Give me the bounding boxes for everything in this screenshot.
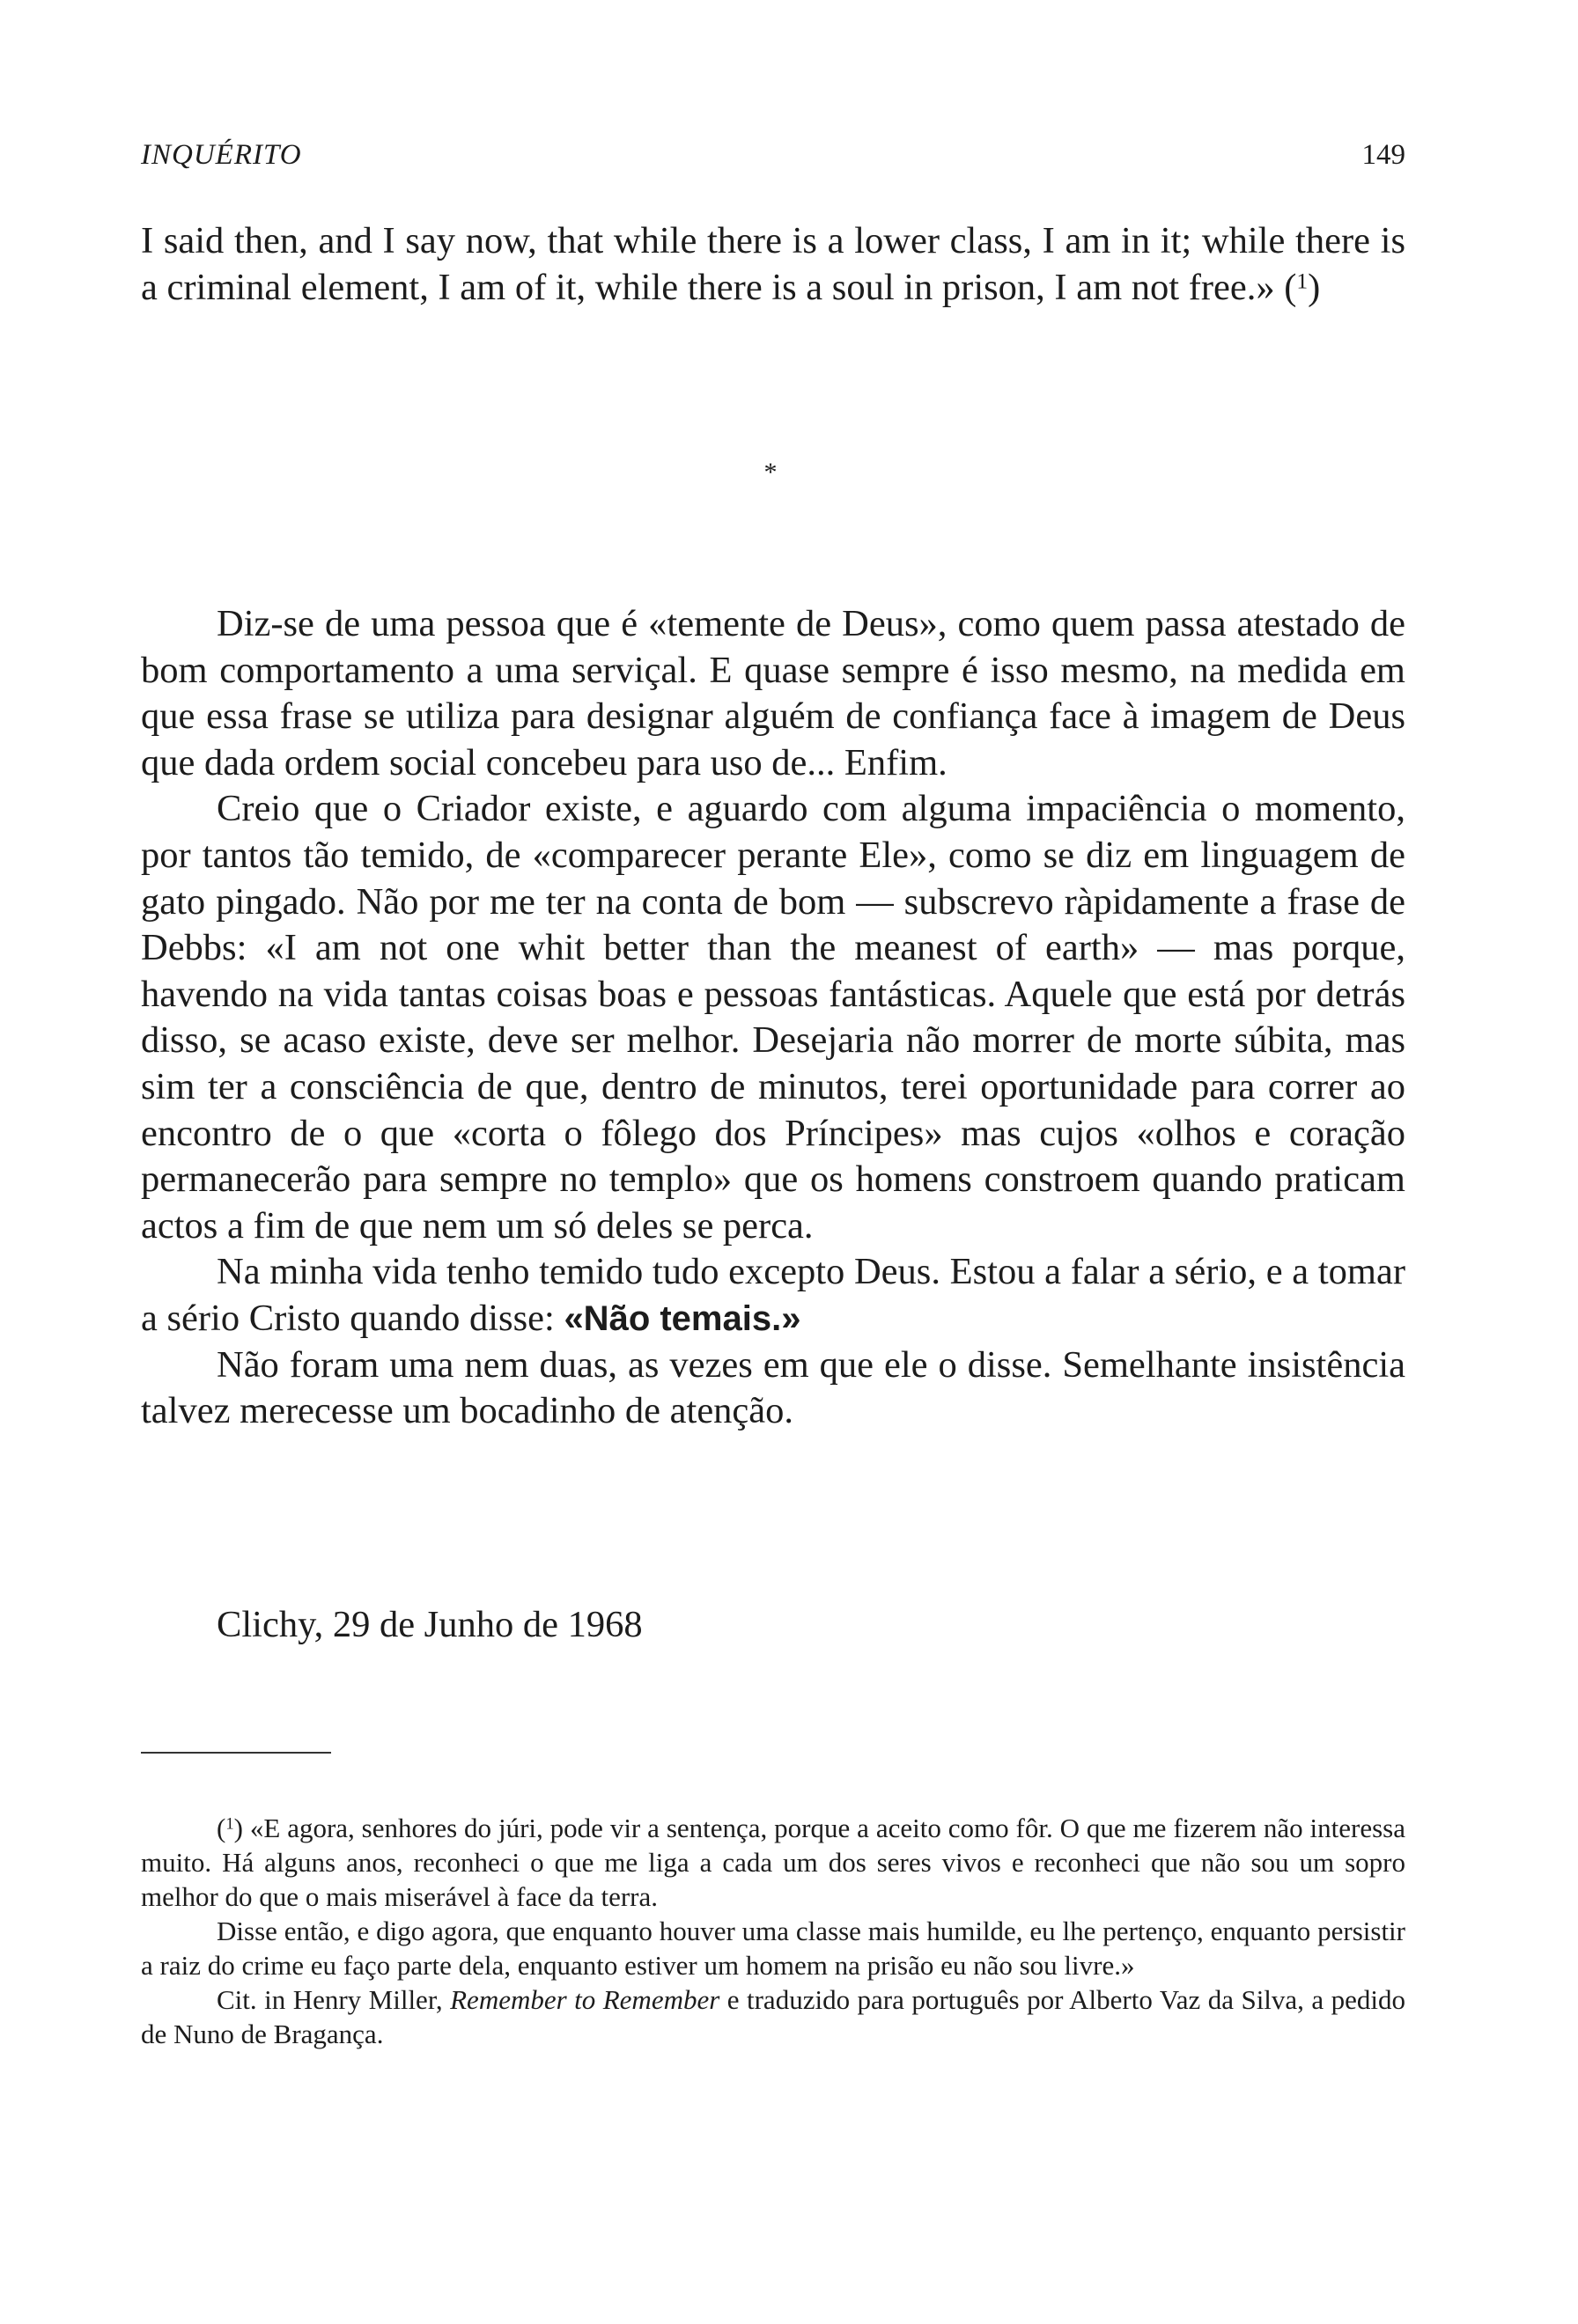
footnote-citation-text: Cit. in Henry Miller, [217, 1984, 451, 2015]
essay-body [141, 601, 1405, 1435]
footnote-divider [141, 1752, 331, 1754]
footnote-marker-number: 1 [225, 1814, 234, 1834]
quotation-continuation [141, 218, 1405, 311]
section-separator: * [763, 458, 778, 487]
footnote-citation-rest: e traduzido para português por Alberto Vaz da Silva, a pedido de Nuno de Bragança. [141, 1984, 1406, 2049]
footnotes [141, 1811, 1405, 2051]
dateline: Clichy, 29 de Junho de 1968 [217, 1604, 643, 1645]
footnote-paragraph-1 [141, 1811, 1405, 1914]
footnote-paragraph-2: Disse então, e digo agora, que enquanto houver uma classe mais humilde, eu lhe pertenço, enquanto persistir a raiz do crime eu faço parte dela, enquanto estiver um homem na prisão eu não sou livre.» [141, 1916, 1405, 1981]
footnote-reference: 1 [1296, 267, 1309, 293]
essay-paragraph-3 [141, 1249, 1405, 1342]
footnote-paragraph-3 [141, 1982, 1405, 2051]
essay-paragraph-1: Diz-se de uma pessoa que é «temente de Deus», como quem passa atestado de bom comportamento a uma serviçal. E quase sempre é isso mesmo, na medida em que essa frase se utiliza para designar alguém de confiança face à imagem de Deus que dada ordem social concebeu para uso de... Enfim. [141, 603, 1405, 783]
bold-quote: «Não temais.» [564, 1298, 801, 1338]
essay-paragraph-3-text: Na minha vida tenho temido tudo excepto Deus. Estou a falar a sério, e a tomar a sério Cristo quando disse: [141, 1251, 1405, 1339]
footnote-marker-close: ) [233, 1813, 243, 1843]
running-head: INQUÉRITO [141, 139, 302, 171]
footnote-reference-close: ) [1308, 266, 1321, 308]
footnote-book-title: Remember to Remember [450, 1984, 720, 2015]
essay-paragraph-2: Creio que o Criador existe, e aguardo com alguma impaciência o momento, por tantos tão temido, de «comparecer perante Ele», como se diz em linguagem de gato pingado. Não por me ter na conta de bom — subscrevo ràpidamente a frase de Debbs: «I am not one whit better than the meanest of earth» — mas porque, havendo na vida tantas coisas boas e pessoas fantásticas. Aquele que está por detrás disso, se acaso existe, deve ser melhor. Desejaria não morrer de morte súbita, mas sim ter a consciência de que, dentro de minutos, terei oportunidade para correr ao encontro de o que «corta o fôlego dos Príncipes» mas cujos «olhos e coração permanecerão para sempre no templo» que os homens constroem quando praticam actos a fim de que nem um só deles se perca. [141, 788, 1405, 1247]
quotation-text: I said then, and I say now, that while there is a lower class, I am in it; while there is a criminal element, I am of it, while there is a soul in prison, I am not free.» ( [141, 220, 1405, 308]
footnote-marker-open: ( [217, 1813, 226, 1843]
footnote-text-1: «E agora, senhores do júri, pode vir a sentença, porque a aceito como fôr. O que me fizerem não interessa muito. Há alguns anos, reconheci o que me liga a cada um dos seres vivos e reconheci que não sou um sopro melhor do que o mais miserável à face da terra. [141, 1813, 1405, 1912]
page-number: 149 [1361, 139, 1405, 171]
quotation-paragraph [141, 218, 1405, 311]
essay-paragraph-4: Não foram uma nem duas, as vezes em que ele o disse. Semelhante insistência talvez merecesse um bocadinho de atenção. [141, 1343, 1405, 1432]
